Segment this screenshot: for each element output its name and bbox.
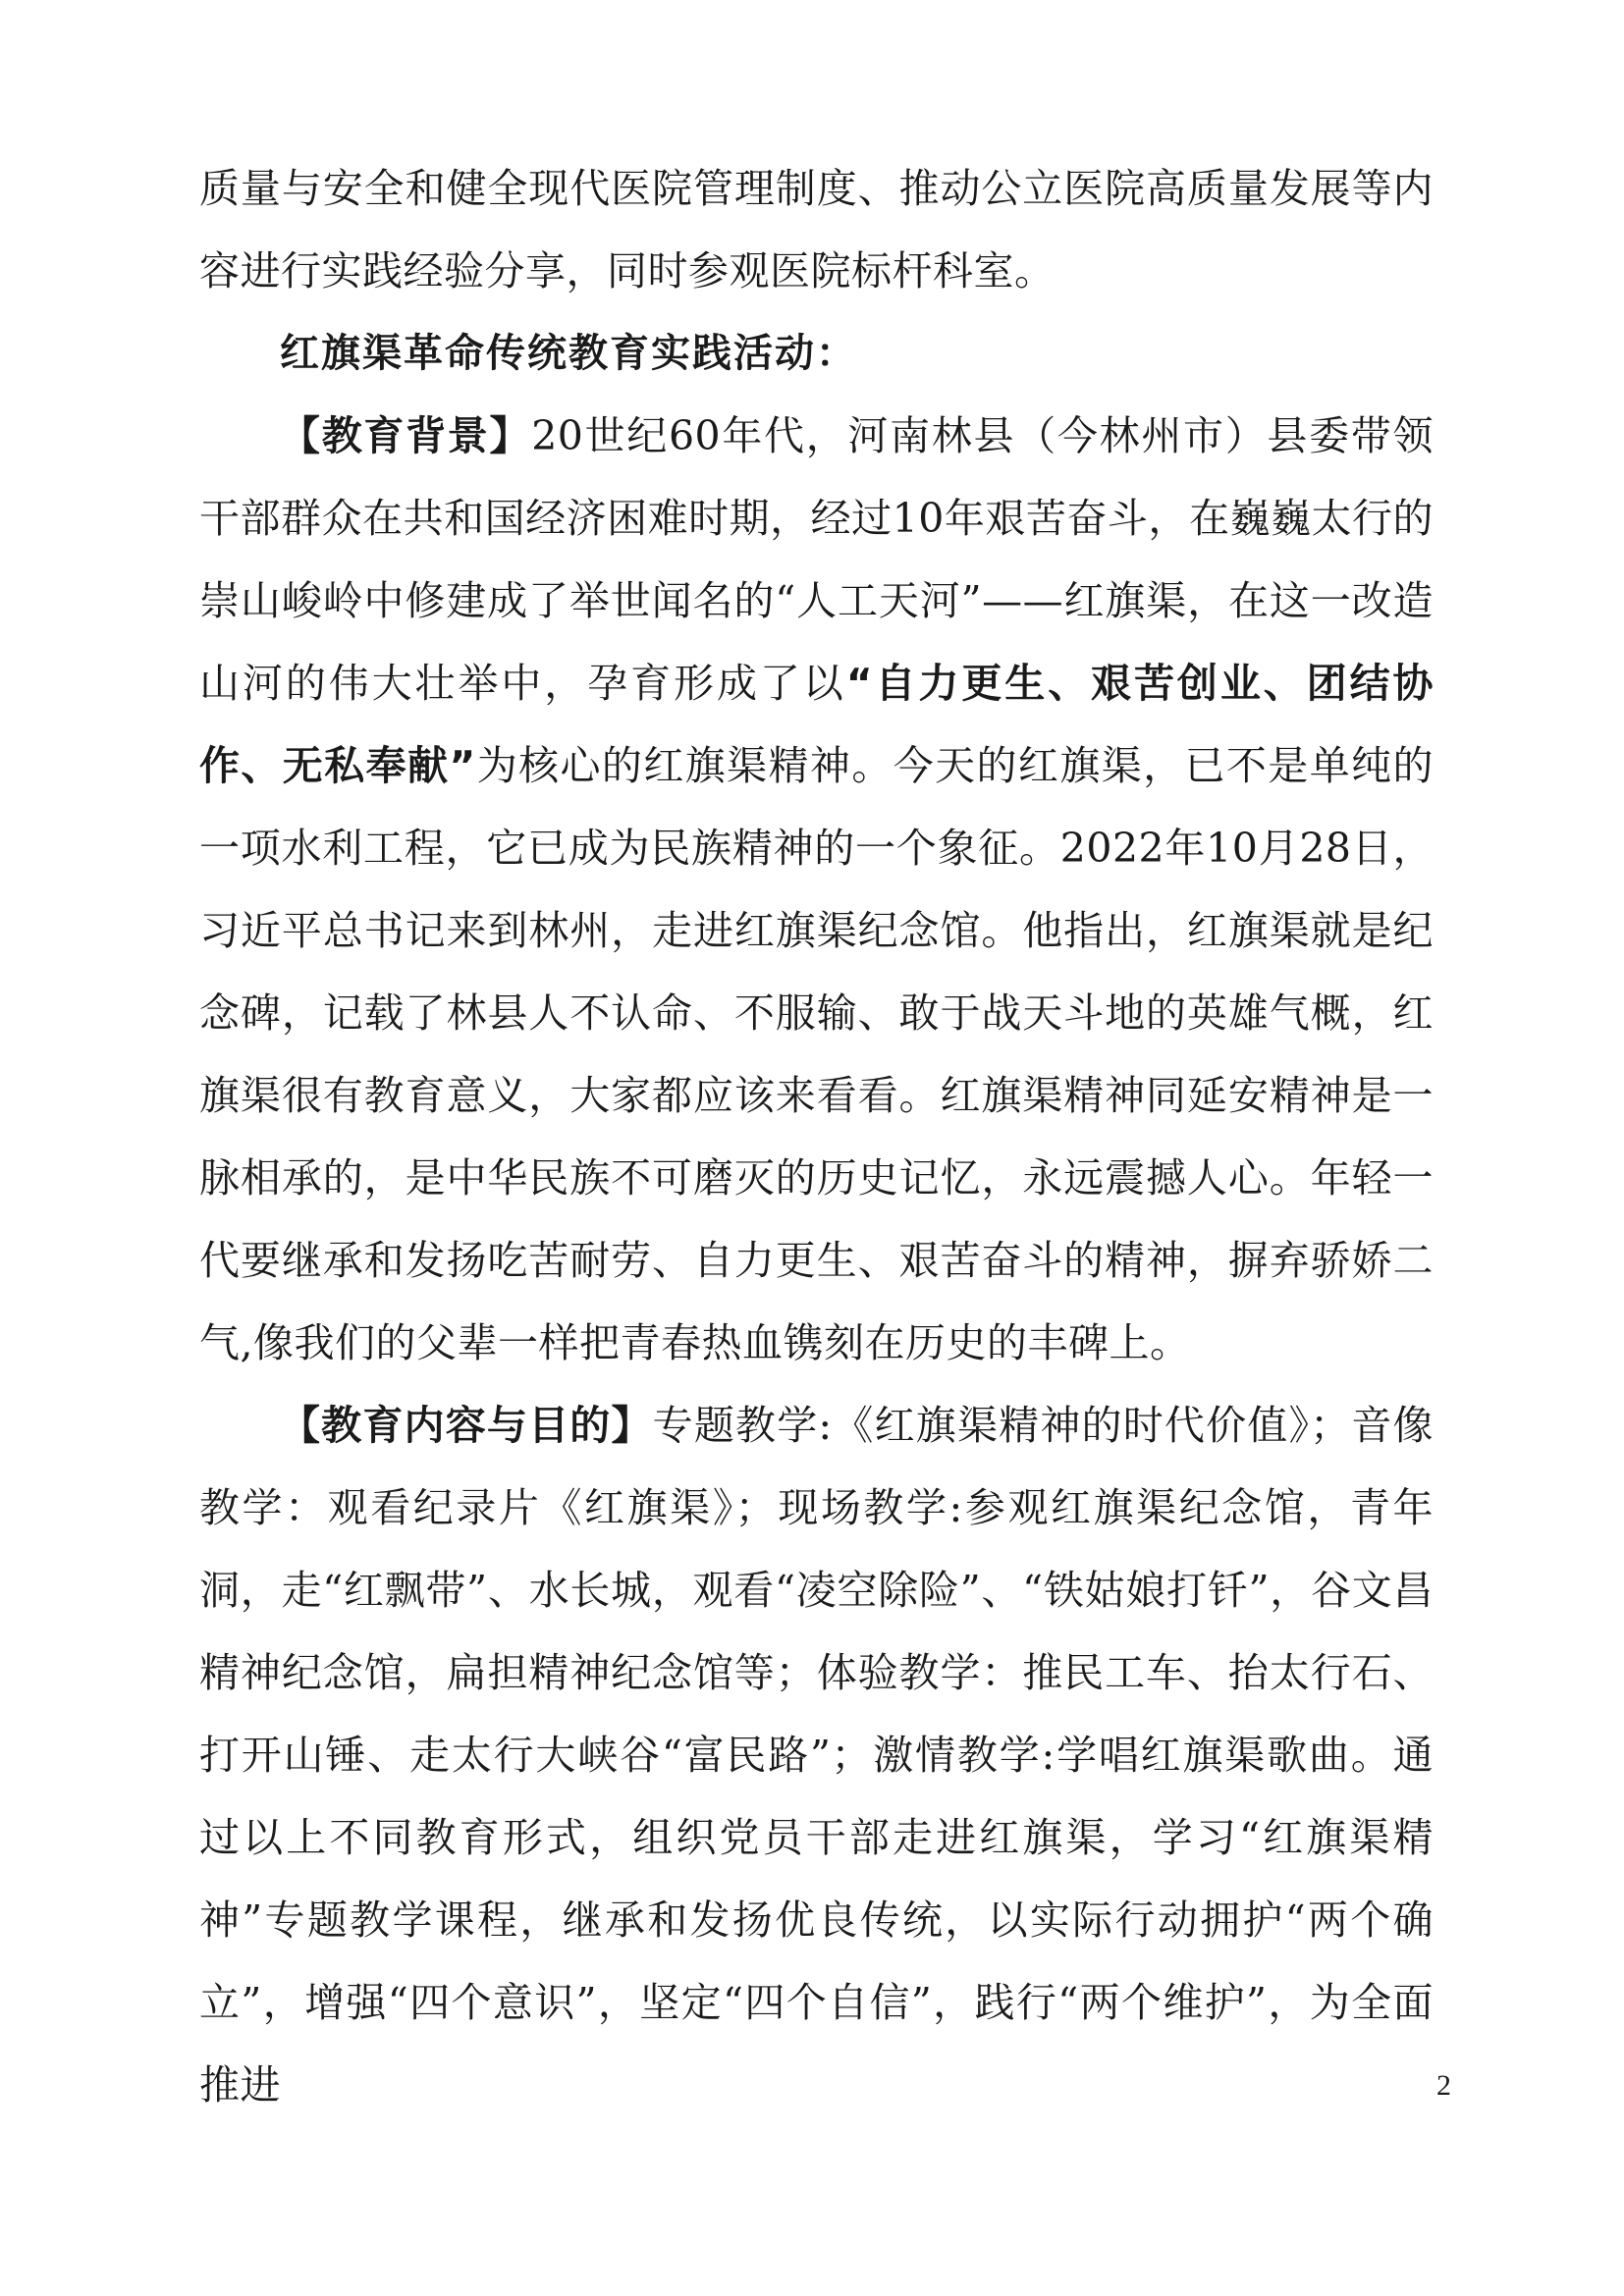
- paragraph-text: 20世纪60年代，河南林县（今林州市）县委带领干部群众在共和国经济困难时期，经过10年艰苦奋斗，在巍巍太行的崇山峻岭中修建成了举世闻名的“人工天河”——红旗渠，在这一改造山河的伟大壮举中，孕育形成了以: [199, 412, 1435, 707]
- paragraph-label-content: 【教育内容与目的】: [280, 1402, 653, 1449]
- spirit-emphasis: “自力更生、艰苦创业、团结协作、无私奉献”: [199, 660, 1434, 789]
- paragraph-education-background: [199, 395, 1434, 1384]
- paragraph-continuation: 质量与安全和健全现代医院管理制度、推动公立医院高质量发展等内容进行实践经验分享，同时参观医院标杆科室。: [199, 165, 1434, 294]
- page-number: 2: [1436, 2069, 1451, 2102]
- paragraph-text: 为核心的红旗渠精神。今天的红旗渠，已不是单纯的一项水利工程，它已成为民族精神的一个象征。2022年10月28日，习近平总书记来到林州，走进红旗渠纪念馆。他指出，红旗渠就是纪念碑，记载了林县人不认命、不服输、敢于战天斗地的英雄气概，红旗渠很有教育意义，大家都应该来看看。红旗渠精神同延安精神是一脉相承的，是中华民族不可磨灭的历史记忆，永远震撼人心。年轻一代要继承和发扬吃苦耐劳、自力更生、艰苦奋斗的精神，摒弃骄娇二气,像我们的父辈一样把青春热血镌刻在历史的丰碑上。: [199, 742, 1434, 1366]
- section-heading: 红旗渠革命传统教育实践活动：: [280, 331, 857, 376]
- document-body: [199, 147, 1434, 2126]
- paragraph-text: 专题教学:《红旗渠精神的时代价值》；音像教学：观看纪录片《红旗渠》；现场教学:参观红旗渠纪念馆，青年洞，走“红飘带”、水长城，观看“凌空除险”、“铁姑娘打钎”，谷文昌精神纪念馆，扁担精神纪念馆等；体验教学：推民工车、抬太行石、打开山锤、走太行大峡谷“富民路”；激情教学:学唱红旗渠歌曲。通过以上不同教育形式，组织党员干部走进红旗渠，学习“红旗渠精神”专题教学课程，继承和发扬优良传统，以实际行动拥护“两个确立”，增强“四个意识”，坚定“四个自信”，践行“两个维护”，为全面推进: [199, 1402, 1435, 2109]
- paragraph-education-content: [199, 1384, 1434, 2126]
- paragraph-label-background: 【教育背景】: [280, 412, 532, 459]
